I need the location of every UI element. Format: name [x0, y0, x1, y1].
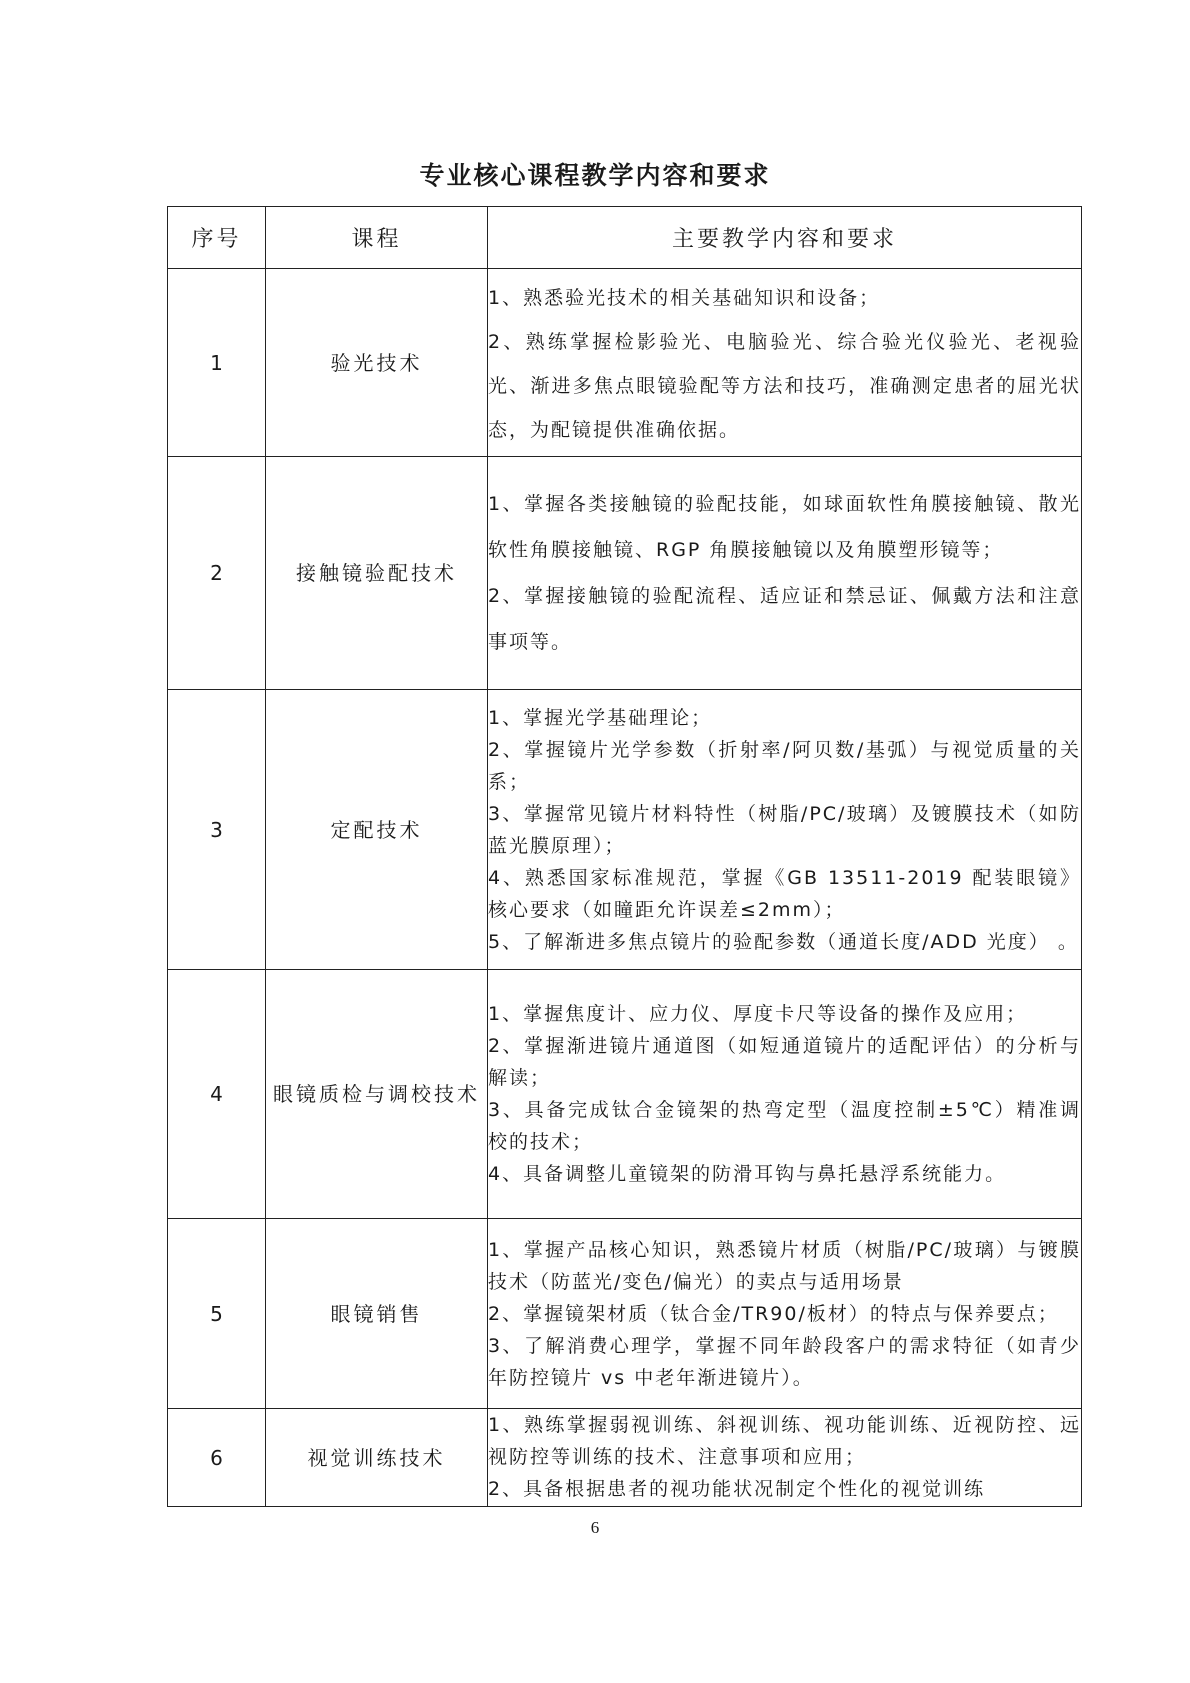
- content-item: 3、了解消费心理学，掌握不同年龄段客户的需求特征（如青少年防控镜片 vs 中老年渐进镜片）。: [488, 1334, 1081, 1389]
- table-header-row: [168, 207, 1082, 269]
- table-row: [168, 690, 1082, 970]
- content-item: 1、熟悉验光技术的相关基础知识和设备；: [488, 286, 881, 309]
- content-item: 3、具备完成钛合金镜架的热弯定型（温度控制±5℃）精准调校的技术；: [488, 1099, 1081, 1153]
- content-item: 2、掌握接触镜的验配流程、适应证和禁忌证、佩戴方法和注意事项等。: [488, 585, 1081, 653]
- page-number: 6: [590, 1518, 600, 1537]
- row-course: 眼镜质检与调校技术: [266, 970, 488, 1219]
- content-item: 2、掌握渐进镜片通道图（如短通道镜片的适配评估）的分析与解读；: [488, 1035, 1081, 1089]
- row-number: 5: [168, 1219, 266, 1409]
- row-content: [488, 1409, 1082, 1507]
- row-number: 1: [168, 269, 266, 457]
- content-item: 1、掌握焦度计、应力仪、厚度卡尺等设备的操作及应用；: [488, 1003, 1028, 1025]
- row-course: 视觉训练技术: [266, 1409, 488, 1507]
- content-item: 1、掌握产品核心知识，熟悉镜片材质（树脂/PC/玻璃）与镀膜技术（防蓝光/变色/偏光）的卖点与适用场景: [488, 1238, 1081, 1293]
- table-row: [168, 970, 1082, 1219]
- content-item: 1、掌握光学基础理论；: [488, 706, 713, 729]
- row-content: [488, 1219, 1082, 1409]
- header-number: 序号: [168, 207, 266, 269]
- content-item: 4、熟悉国家标准规范，掌握《GB 13511-2019 配装眼镜》核心要求（如瞳距允许误差≤2mm）；: [488, 866, 1081, 921]
- content-item: 1、熟练掌握弱视训练、斜视训练、视功能训练、近视防控、远视防控等训练的技术、注意事项和应用；: [488, 1414, 1081, 1468]
- content-item: 5、了解渐进多焦点镜片的验配参数（通道长度/ADD 光度） 。: [488, 930, 1079, 953]
- header-course: 课程: [266, 207, 488, 269]
- header-content: 主要教学内容和要求: [488, 207, 1082, 269]
- row-number: 4: [168, 970, 266, 1219]
- row-course: 接触镜验配技术: [266, 457, 488, 690]
- row-course: 定配技术: [266, 690, 488, 970]
- table-row: [168, 1219, 1082, 1409]
- row-number: 2: [168, 457, 266, 690]
- table-row: [168, 1409, 1082, 1507]
- row-content: [488, 269, 1082, 457]
- content-item: 3、掌握常见镜片材料特性（树脂/PC/玻璃）及镀膜技术（如防蓝光膜原理）；: [488, 802, 1081, 857]
- content-item: 1、掌握各类接触镜的验配技能，如球面软性角膜接触镜、散光软性角膜接触镜、RGP 角膜接触镜以及角膜塑形镜等；: [488, 493, 1081, 561]
- row-content: [488, 457, 1082, 690]
- table-row: [168, 457, 1082, 690]
- row-course: 眼镜销售: [266, 1219, 488, 1409]
- course-table: [167, 206, 1082, 1507]
- row-number: 3: [168, 690, 266, 970]
- row-content: [488, 690, 1082, 970]
- content-item: 2、熟练掌握检影验光、电脑验光、综合验光仪验光、老视验光、渐进多焦点眼镜验配等方法和技巧，准确测定患者的屈光状态，为配镜提供准确依据。: [488, 330, 1081, 441]
- row-course: 验光技术: [266, 269, 488, 457]
- content-item: 2、具备根据患者的视功能状况制定个性化的视觉训练: [488, 1478, 986, 1500]
- row-number: 6: [168, 1409, 266, 1507]
- table-row: [168, 269, 1082, 457]
- content-item: 2、掌握镜片光学参数（折射率/阿贝数/基弧）与视觉质量的关系；: [488, 738, 1081, 793]
- content-item: 4、具备调整儿童镜架的防滑耳钩与鼻托悬浮系统能力。: [488, 1163, 1007, 1185]
- row-content: [488, 970, 1082, 1219]
- content-item: 2、掌握镜架材质（钛合金/TR90/板材）的特点与保养要点；: [488, 1302, 1059, 1325]
- page-title: 专业核心课程教学内容和要求: [419, 161, 771, 190]
